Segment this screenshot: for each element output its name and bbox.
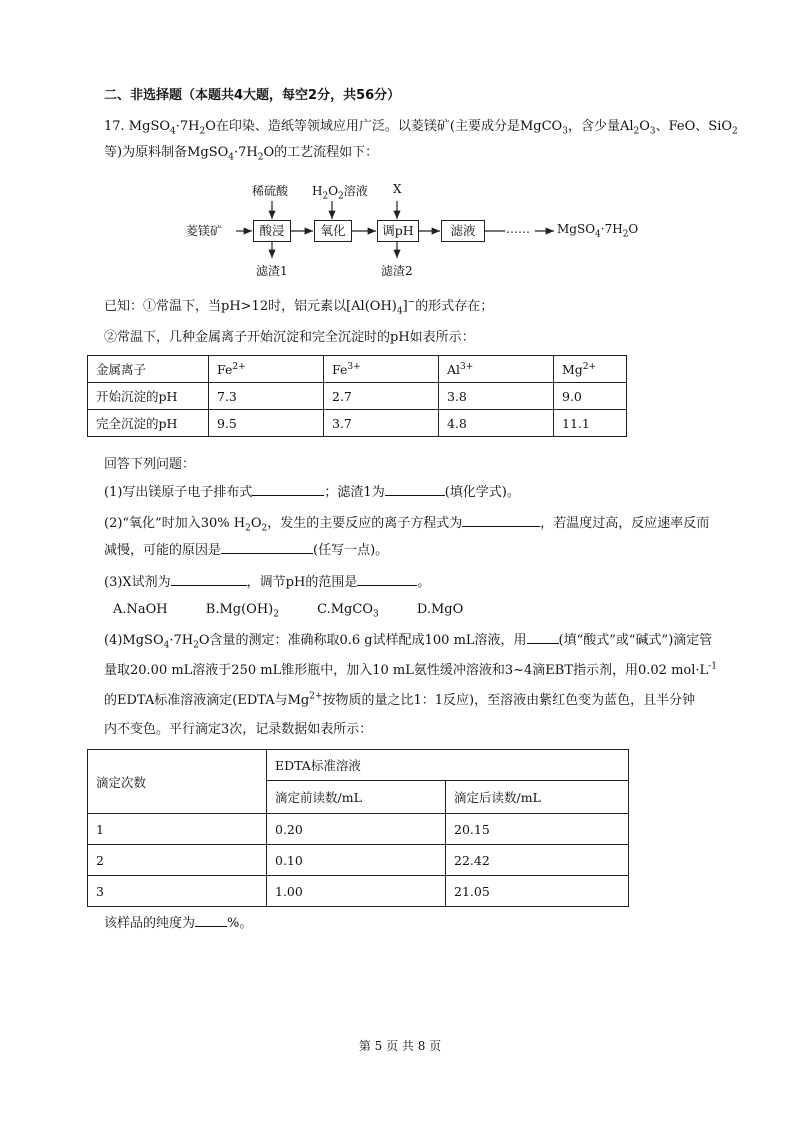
answer-blank[interactable] bbox=[357, 572, 417, 586]
question-2-line1: (2)“氧化”时加入30% $H_2O_2$，发生的主要反应的离子方程式为 ，若温度过高，反应速率反而 bbox=[104, 513, 709, 534]
titration-col1-header: 滴定次数 bbox=[88, 750, 267, 814]
ph-table-cell: 3.7 bbox=[324, 410, 439, 437]
ph-table-row-label: 开始沉淀的pH bbox=[88, 383, 209, 410]
option-c[interactable]: C.MgCO$_3$ bbox=[317, 602, 379, 620]
titration-row-number: 3 bbox=[88, 876, 267, 907]
ph-table-ion: $Mg^{2+}$ bbox=[554, 356, 627, 383]
option-d[interactable]: D.MgO bbox=[416, 602, 464, 617]
ph-table-ion: $Al^{3+}$ bbox=[439, 356, 554, 383]
q17-intro-line2: 等)为原料制备$MgSO_4\cdot 7H_2O$的工艺流程如下： bbox=[104, 145, 379, 163]
flow-dots: …… bbox=[506, 222, 530, 236]
titration-cell: 1.00 bbox=[267, 876, 446, 907]
q17-intro-line1: 17. $MgSO_4\cdot 7H_2O$在印染、造纸等领域应用广泛。以菱镁矿(主要成分是MgCO$_3$，含少量$Al_2O_3$、FeO、SiO$_2$ bbox=[104, 119, 738, 137]
flow-box-adjust-ph: 调pH bbox=[377, 220, 419, 242]
question-1: (1)写出镁原子电子排布式 ；滤渣1为 (填化学式)。 bbox=[104, 482, 520, 503]
ph-table-cell: 7.3 bbox=[209, 383, 324, 410]
titration-cell: 20.15 bbox=[446, 814, 629, 845]
flow-residue1: 滤渣1 bbox=[256, 264, 288, 278]
ph-table-header-label: 金属离子 bbox=[88, 356, 209, 383]
question-3: (3)X试剂为 ，调节pH的范围是 。 bbox=[104, 572, 430, 593]
ph-table-ion: $Fe^{2+}$ bbox=[209, 356, 324, 383]
ph-table-cell: 3.8 bbox=[439, 383, 554, 410]
question-4-line3: 的EDTA标准溶液滴定(EDTA与$Mg^{2+}$按物质的量之比1：1反应)，至溶液由紫红色变为蓝色，且半分钟 bbox=[104, 691, 696, 708]
ph-table bbox=[87, 355, 627, 437]
section-title: 二、非选择题（本题共4大题，每空2分，共56分） bbox=[104, 88, 401, 103]
ph-table-cell: 2.7 bbox=[324, 383, 439, 410]
question-4-line1: $(4)MgSO_4\cdot 7H_2O$含量的测定：准确称取0.6 g试样配成100 mL溶液，用 (填“酸式”或“碱式”)滴定管 bbox=[104, 630, 712, 651]
flow-start: 菱镁矿 bbox=[186, 224, 223, 238]
answer-blank[interactable] bbox=[195, 913, 227, 927]
question-4-line2: 量取20.00 mL溶液于250 mL锥形瓶中，加入10 mL氨性缓冲溶液和3~4滴EBT指示剂，用0.02 $mol\cdot L^{-1}$ bbox=[104, 661, 717, 678]
titration-row-number: 1 bbox=[88, 814, 267, 845]
answer-blank[interactable] bbox=[221, 540, 313, 554]
flow-box-acid-leach: 酸浸 bbox=[253, 220, 291, 242]
titration-cell: 21.05 bbox=[446, 876, 629, 907]
flow-box-oxidation: 氧化 bbox=[314, 220, 352, 242]
flow-reagent2: $H_2O_2$溶液 bbox=[312, 184, 368, 202]
flow-reagent3: X bbox=[393, 182, 402, 196]
titration-row-number: 2 bbox=[88, 845, 267, 876]
answer-blank[interactable] bbox=[462, 513, 540, 527]
titration-subheader-after: 滴定后读数/mL bbox=[446, 781, 629, 814]
known-line1: 已知：①常温下，当pH>12时，铝元素以$[Al(OH)_4]^-$的形式存在； bbox=[104, 297, 494, 317]
titration-group-header: EDTA标准溶液 bbox=[267, 750, 629, 781]
flow-box-filtrate: 滤液 bbox=[441, 220, 485, 242]
ph-table-cell: 11.1 bbox=[554, 410, 627, 437]
titration-cell: 0.10 bbox=[267, 845, 446, 876]
page-footer: 第 5 页 共 8 页 bbox=[358, 1039, 442, 1053]
titration-table bbox=[87, 749, 629, 907]
purity-question: 该样品的纯度为 %。 bbox=[104, 913, 252, 934]
flow-product: $MgSO_4\cdot 7H_2O$ bbox=[557, 222, 639, 240]
answer-blank[interactable] bbox=[171, 572, 247, 586]
option-b[interactable]: $B.Mg(OH)_2$ bbox=[205, 602, 279, 620]
flow-reagent1: 稀硫酸 bbox=[252, 184, 289, 198]
ph-table-cell: 9.0 bbox=[554, 383, 627, 410]
flow-arrows bbox=[0, 0, 800, 300]
ph-table-cell: 9.5 bbox=[209, 410, 324, 437]
ph-table-row-label: 完全沉淀的pH bbox=[88, 410, 209, 437]
flow-residue2: 滤渣2 bbox=[381, 264, 413, 278]
answer-blank[interactable] bbox=[527, 630, 559, 644]
question-4-line4: 内不变色。平行滴定3次，记录数据如表所示： bbox=[104, 722, 373, 737]
question-2-line2: 减慢，可能的原因是 (任写一点)。 bbox=[104, 540, 388, 561]
option-a[interactable]: A.NaOH bbox=[113, 602, 168, 617]
answer-blank[interactable] bbox=[252, 482, 324, 496]
answer-blank[interactable] bbox=[385, 482, 445, 496]
question-3-options bbox=[113, 600, 463, 620]
ph-table-ion: $Fe^{3+}$ bbox=[324, 356, 439, 383]
titration-subheader-before: 滴定前读数/mL bbox=[267, 781, 446, 814]
titration-cell: 22.42 bbox=[446, 845, 629, 876]
known-line2: ②常温下，几种金属离子开始沉淀和完全沉淀时的pH如表所示： bbox=[104, 330, 475, 345]
ph-table-cell: 4.8 bbox=[439, 410, 554, 437]
titration-cell: 0.20 bbox=[267, 814, 446, 845]
answer-intro: 回答下列问题： bbox=[104, 457, 196, 472]
